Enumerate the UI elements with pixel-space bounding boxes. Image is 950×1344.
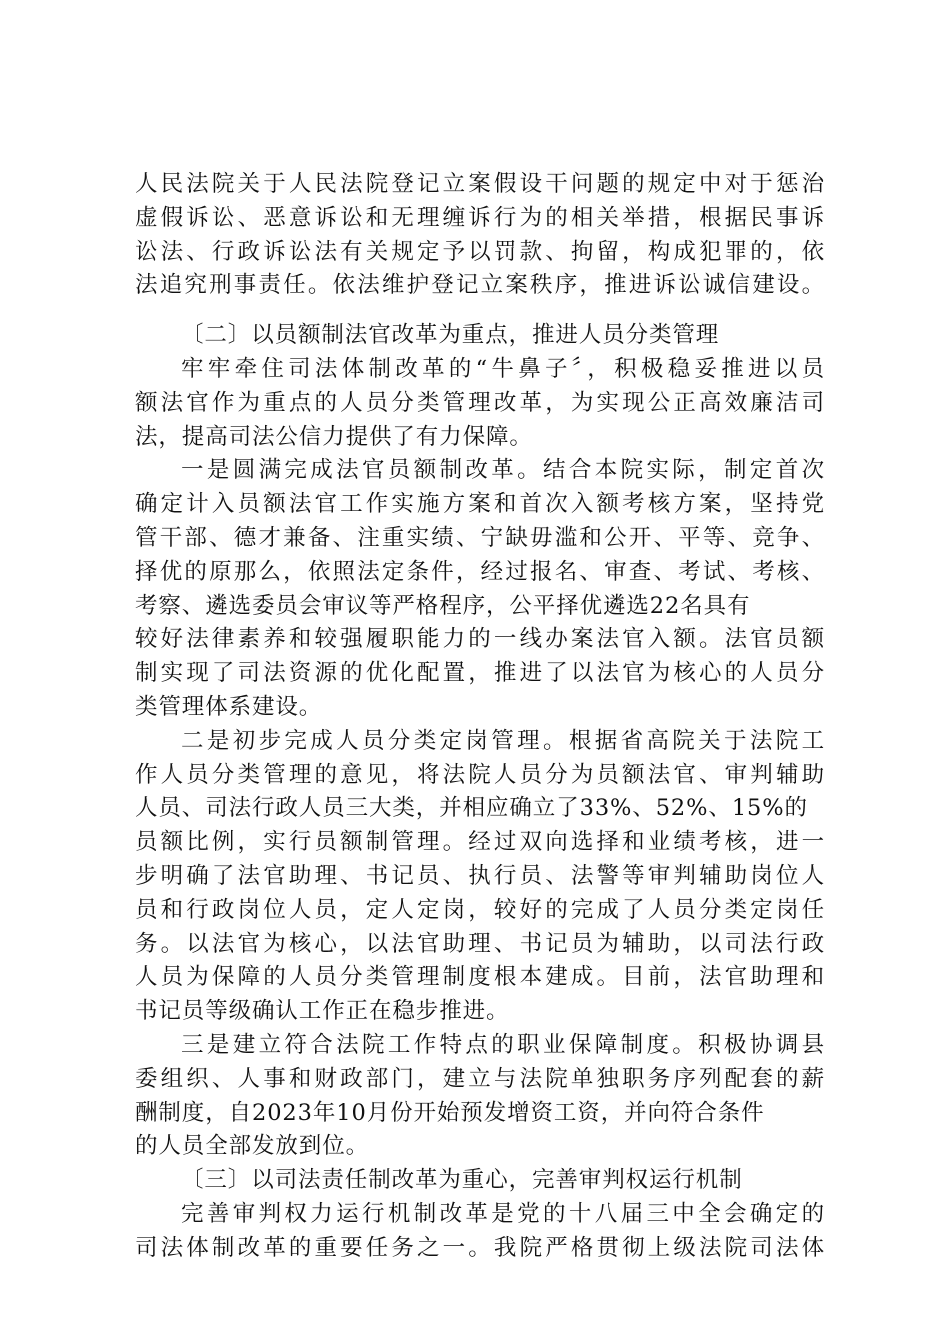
paragraph-6-line-1: 完善审判权力运行机制改革是党的十八届三中全会确定的 <box>181 1200 825 1227</box>
section-heading-2: 〔二〕以员额制法官改革为重点，推进人员分类管理 <box>181 322 720 349</box>
paragraph-5-line-1: 三是建立符合法院工作特点的职业保障制度。积极协调县 <box>181 1031 825 1058</box>
paragraph-3-line-4: 择优的原那么，依照法定条件，经过报名、审查、考试、考核、 <box>135 558 825 585</box>
paragraph-3-line-6: 较好法律素养和较强履职能力的一线办案法官入额。法官员额 <box>135 626 825 653</box>
paragraph-4-line-7: 务。以法官为核心，以法官助理、书记员为辅助，以司法行政 <box>135 930 825 957</box>
paragraph-1-line-4: 法追究刑事责任。依法维护登记立案秩序，推进诉讼诚信建设。 <box>135 272 825 299</box>
section-heading-3: 〔三〕以司法责任制改革为重心，完善审判权运行机制 <box>181 1167 743 1194</box>
document-page <box>135 168 825 1266</box>
paragraph-4-line-6: 员和行政岗位人员，定人定岗，较好的完成了人员分类定岗任 <box>135 896 825 923</box>
paragraph-3-line-8: 类管理体系建设。 <box>135 693 323 720</box>
paragraph-3-line-2: 确定计入员额法官工作实施方案和首次入额考核方案，坚持党 <box>135 491 825 518</box>
paragraph-3-line-5: 考察、遴选委员会审议等严格程序，公平择优遴选22名具有 <box>135 592 751 619</box>
paragraph-4-line-1: 二是初步完成人员分类定岗管理。根据省高院关于法院工 <box>181 727 825 754</box>
paragraph-5-line-2: 委组织、人事和财政部门，建立与法院单独职务序列配套的薪 <box>135 1065 825 1092</box>
paragraph-3-line-1: 一是圆满完成法官员额制改革。结合本院实际，制定首次 <box>181 457 825 484</box>
paragraph-2-line-3: 法，提高司法公信力提供了有力保障。 <box>135 423 533 450</box>
paragraph-2-line-1: 牢牢牵住司法体制改革的“牛鼻子〞，积极稳妥推进以员 <box>181 355 825 382</box>
paragraph-4-line-2: 作人员分类管理的意见，将法院人员分为员额法官、审判辅助 <box>135 761 825 788</box>
paragraph-3-line-3: 管干部、德才兼备、注重实绩、宁缺毋滥和公开、平等、竞争、 <box>135 524 825 551</box>
paragraph-2-line-2: 额法官作为重点的人员分类管理改革，为实现公正高效廉洁司 <box>135 389 825 416</box>
paragraph-6-line-2: 司法体制改革的重要任务之一。我院严格贯彻上级法院司法体 <box>135 1234 825 1261</box>
paragraph-1-line-3: 讼法、行政诉讼法有关规定予以罚款、拘留，构成犯罪的，依 <box>135 238 825 265</box>
paragraph-4-line-9: 书记员等级确认工作正在稳步推进。 <box>135 998 510 1025</box>
paragraph-4-line-5: 步明确了法官助理、书记员、执行员、法警等审判辅助岗位人 <box>135 862 825 889</box>
paragraph-4-line-4: 员额比例，实行员额制管理。经过双向选择和业绩考核，进一 <box>135 829 825 856</box>
paragraph-5-line-4: 的人员全部发放到位。 <box>135 1133 370 1160</box>
paragraph-3-line-7: 制实现了司法资源的优化配置，推进了以法官为核心的人员分 <box>135 660 825 687</box>
paragraph-5-line-3: 酬制度，自2023年10月份开始预发增资工资，并向符合条件 <box>135 1099 765 1126</box>
paragraph-1-line-1: 人民法院关于人民法院登记立案假设干问题的规定中对于惩治 <box>135 171 825 197</box>
paragraph-4-line-3: 人员、司法行政人员三大类，并相应确立了33%、52%、15%的 <box>135 795 808 822</box>
section-gap <box>135 303 825 319</box>
paragraph-4-line-8: 人员为保障的人员分类管理制度根本建成。目前，法官助理和 <box>135 964 825 991</box>
paragraph-1-line-2: 虚假诉讼、恶意诉讼和无理缠诉行为的相关举措，根据民事诉 <box>135 204 825 231</box>
